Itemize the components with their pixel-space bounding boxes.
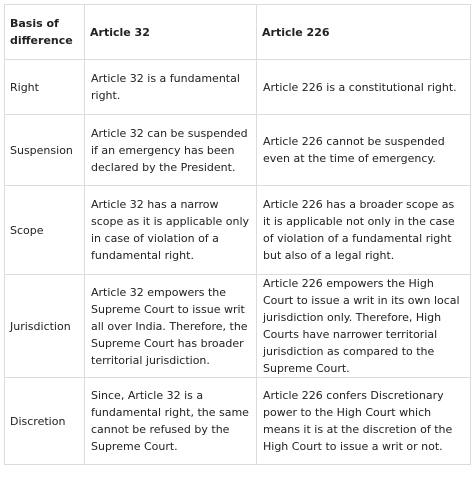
article-226-cell: Article 226 empowers the High Court to issue a writ in its own local jurisdiction only. Therefore, High Courts have narrower territorial jurisdiction as compared to the Supreme Court. [257, 275, 471, 378]
article-226-cell: Article 226 cannot be suspended even at the time of emergency. [257, 115, 471, 186]
table-header-row [5, 5, 471, 60]
basis-cell: Suspension [5, 115, 85, 186]
basis-cell: Discretion [5, 378, 85, 465]
article-32-cell: Article 32 empowers the Supreme Court to issue writ all over India. Therefore, the Supreme Court has broader territorial jurisdiction. [85, 275, 257, 378]
article-226-cell: Article 226 has a broader scope as it is applicable not only in the case of violation of a fundamental right but also of a legal right. [257, 186, 471, 275]
header-article-226: Article 226 [257, 5, 471, 60]
table-row [5, 275, 471, 378]
header-article-32: Article 32 [85, 5, 257, 60]
article-226-cell: Article 226 confers Discretionary power to the High Court which means it is at the discretion of the High Court to issue a writ or not. [257, 378, 471, 465]
article-32-cell: Since, Article 32 is a fundamental right, the same cannot be refused by the Supreme Court. [85, 378, 257, 465]
basis-cell: Scope [5, 186, 85, 275]
header-basis: Basis of difference [5, 5, 85, 60]
article-32-cell: Article 32 has a narrow scope as it is applicable only in case of violation of a fundamental right. [85, 186, 257, 275]
table-row [5, 115, 471, 186]
basis-cell: Right [5, 60, 85, 115]
article-32-cell: Article 32 is a fundamental right. [85, 60, 257, 115]
article-226-cell: Article 226 is a constitutional right. [257, 60, 471, 115]
table-row [5, 378, 471, 465]
table-row [5, 186, 471, 275]
basis-cell: Jurisdiction [5, 275, 85, 378]
table-row [5, 60, 471, 115]
comparison-table [4, 4, 471, 465]
article-32-cell: Article 32 can be suspended if an emergency has been declared by the President. [85, 115, 257, 186]
